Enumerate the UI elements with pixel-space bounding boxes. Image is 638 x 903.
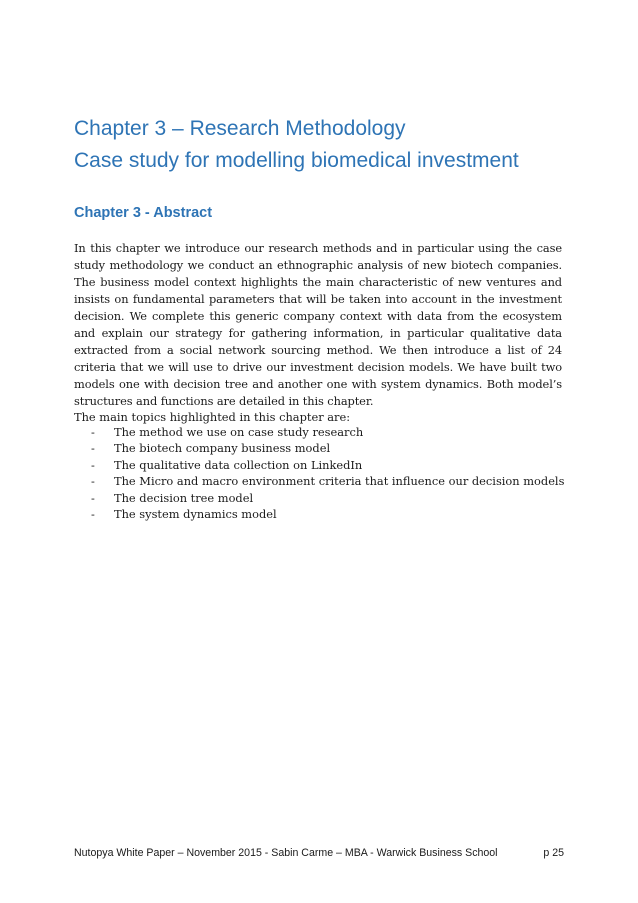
abstract-heading: Chapter 3 - Abstract: [74, 205, 213, 221]
title-block: [74, 113, 574, 177]
list-dash: -: [91, 474, 95, 489]
list-item: [74, 506, 564, 522]
list-item-text: The system dynamics model: [114, 507, 277, 522]
chapter-subtitle: Case study for modelling biomedical investment: [74, 149, 519, 172]
page-footer: [74, 847, 564, 859]
abstract-paragraph: In this chapter we introduce our research methods and in particular using the case study methodology we conduct an ethnographic analysis of new biotech companies. The business model context highlights the main characteristic of new ventures and insists on fundamental parameters that will be taken into account in the investment decision. We complete this generic company context with data from the ecosystem and explain our strategy for gathering information, in particular qualitative data extracted from a social network sourcing method. We then introduce a list of 24 criteria that we will use to drive our investment decision models. We have built two models one with decision tree and another one with system dynamics. Both model’s structures and functions are detailed in this chapter.: [74, 241, 562, 408]
topics-list: [74, 424, 564, 522]
page-number: p 25: [543, 847, 564, 859]
topics-intro: The main topics highlighted in this chapter are:: [74, 410, 351, 424]
list-dash: -: [91, 425, 95, 439]
list-item: [74, 457, 564, 473]
list-item-text: The method we use on case study research: [114, 425, 364, 439]
list-item-text: The Micro and macro environment criteria that influence our decision models: [114, 474, 565, 489]
list-item: [74, 473, 564, 489]
list-item: [74, 440, 564, 456]
list-item: [74, 424, 564, 440]
list-dash: -: [91, 507, 95, 522]
list-item-text: The qualitative data collection on LinkedIn: [114, 457, 363, 472]
list-dash: -: [91, 441, 95, 456]
list-item: [74, 490, 564, 506]
chapter-title: Chapter 3 – Research Methodology: [74, 117, 406, 140]
list-item-text: The biotech company business model: [114, 441, 331, 456]
footer-text: Nutopya White Paper – November 2015 - Sabin Carme – MBA - Warwick Business School: [74, 847, 498, 859]
list-item-text: The decision tree model: [114, 490, 254, 505]
list-dash: -: [91, 457, 95, 472]
list-dash: -: [91, 490, 95, 505]
